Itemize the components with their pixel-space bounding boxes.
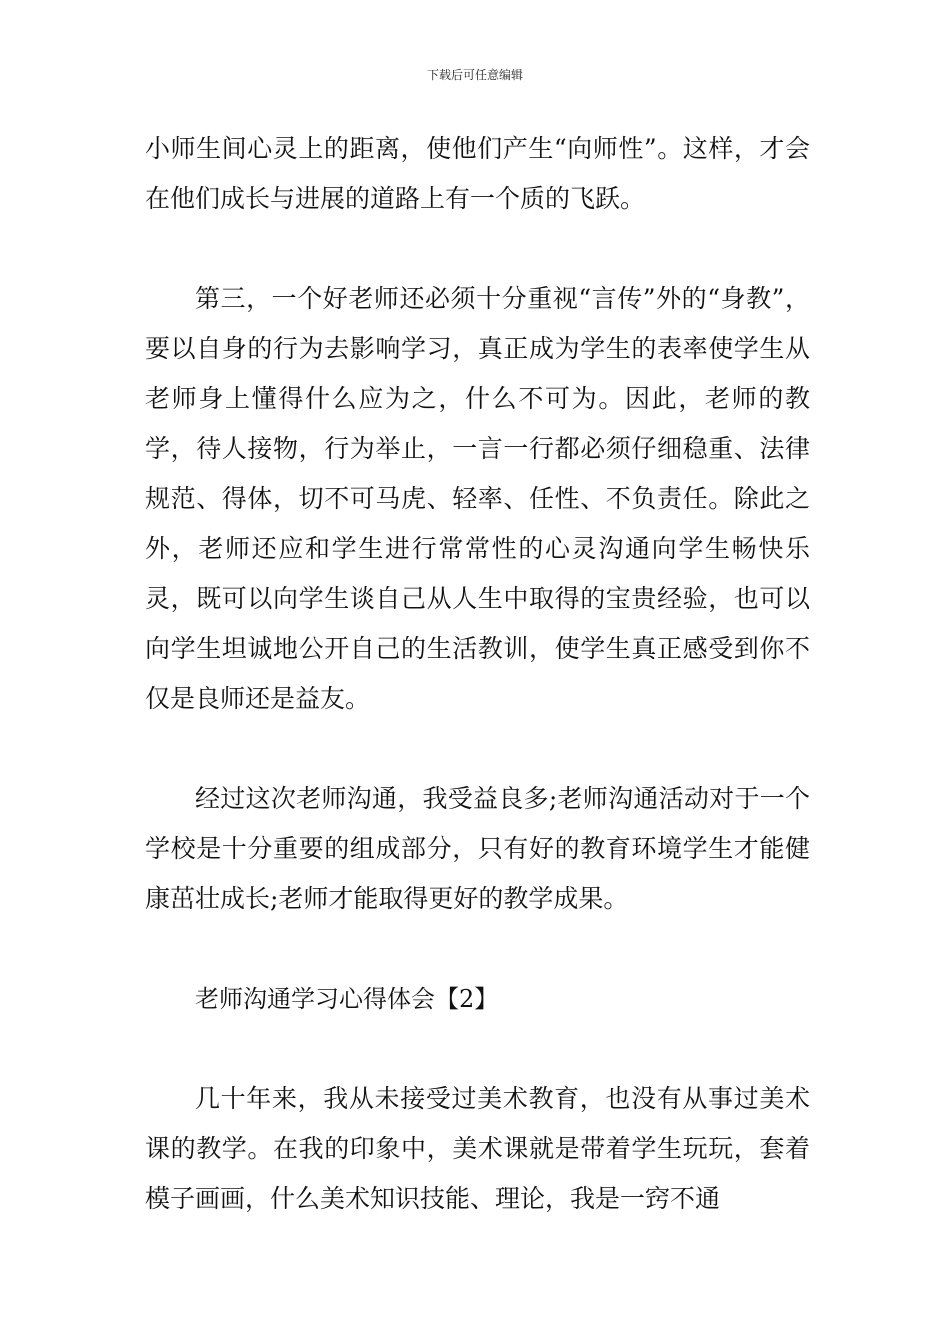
page-header: 下载后可任意编辑 — [426, 68, 523, 82]
paragraph-gap — [145, 724, 810, 774]
paragraph-gap — [145, 1024, 810, 1074]
paragraph-gap — [145, 924, 810, 974]
paragraph-conclusion: 经过这次老师沟通，我受益良多;老师沟通活动对于一个学校是十分重要的组成部分，只有好的教育环境学生才能健康茁壮成长;老师才能取得更好的教学成果。 — [145, 784, 810, 913]
paragraph-third-point: 第三，一个好老师还必须十分重视“言传”外的“身教”，要以自身的行为去影响学习，真正成为学生的表率使学生从老师身上懂得什么应为之，什么不可为。因此，老师的教学，待人接物，行为举止，一言一行都必须仔细稳重、法律规范、得体，切不可马虎、轻率、任性、不负责任。除此之外，老师还应和学生进行常常性的心灵沟通向学生畅快乐灵，既可以向学生谈自己从人生中取得的宝贵经验，也可以向学生坦诚地公开自己的生活教训，使学生真正感受到你不仅是良师还是益友。 — [145, 284, 811, 713]
paragraph-gap — [145, 224, 810, 274]
section-heading: 老师沟通学习心得体会【2】 — [195, 985, 499, 1013]
paragraph-art-education: 几十年来，我从未接受过美术教育，也没有从事过美术课的教学。在我的印象中，美术课就是带着学生玩玩，套着模子画画，什么美术知识技能、理论，我是一窍不通 — [145, 1084, 810, 1213]
document-body — [145, 124, 810, 1224]
paragraph-continuation: 小师生间心灵上的距离，使他们产生“向师性”。这样，才会在他们成长与进展的道路上有一个质的飞跃。 — [145, 134, 810, 213]
